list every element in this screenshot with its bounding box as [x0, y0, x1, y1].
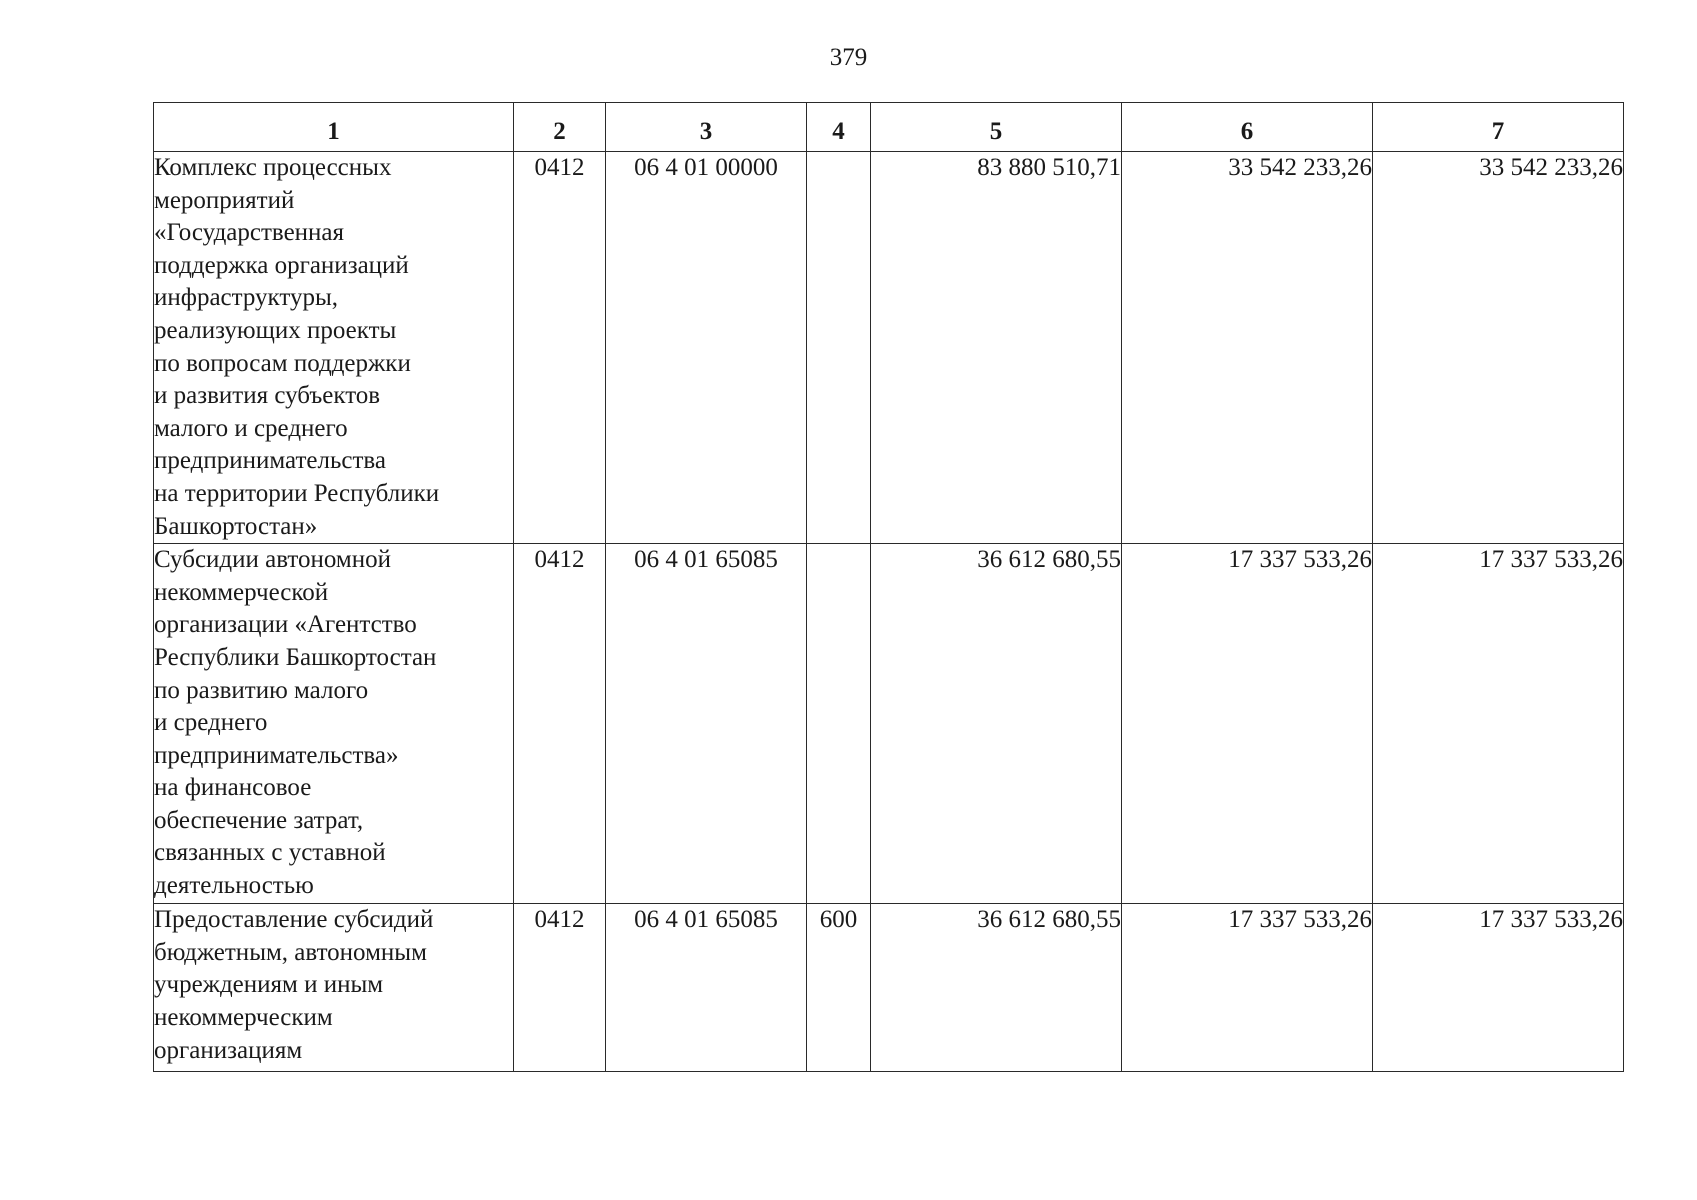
row-section-cell: 0412: [514, 544, 606, 904]
row-target-code-cell: 06 4 01 00000: [606, 152, 807, 544]
row-name-line: и среднего: [154, 709, 268, 737]
header-col-2: 2: [514, 103, 606, 152]
row-name-line: некоммерческим: [154, 1003, 333, 1031]
row-amount-col6: 17 337 533,26: [1122, 904, 1373, 1072]
row-name-line: «Государственная: [154, 219, 345, 247]
header-col-6: 6: [1122, 103, 1373, 152]
table-row: [154, 904, 1624, 1072]
row-name-line: предпринимательства: [154, 447, 386, 475]
row-name-line: на территории Республики: [154, 479, 440, 507]
row-target-code-cell: 06 4 01 65085: [606, 904, 807, 1072]
budget-table: [153, 102, 1624, 1072]
row-name-line: малого и среднего: [154, 414, 348, 442]
row-amount-col5: 83 880 510,71: [871, 152, 1122, 544]
row-section-cell: 0412: [514, 904, 606, 1072]
row-name-line: и развития субъектов: [154, 382, 381, 410]
row-name-line: организации «Агентство: [154, 611, 417, 639]
row-section-cell: 0412: [514, 152, 606, 544]
row-name-line: Субсидии автономной: [154, 546, 391, 574]
page-number: 379: [829, 44, 868, 71]
header-col-4: 4: [807, 103, 871, 152]
row-expense-type-cell: 600: [807, 904, 871, 1072]
row-name-line: некоммерческой: [154, 578, 329, 606]
row-expense-type-cell: [807, 544, 871, 904]
row-name-line: реализующих проекты: [154, 316, 397, 344]
row-amount-col6: 33 542 233,26: [1122, 152, 1373, 544]
header-col-7: 7: [1373, 103, 1624, 152]
row-amount-col7: 33 542 233,26: [1373, 152, 1624, 544]
row-name-line: мероприятий: [154, 186, 295, 214]
row-amount-col5: 36 612 680,55: [871, 544, 1122, 904]
row-amount-col6: 17 337 533,26: [1122, 544, 1373, 904]
row-name-line: обеспечение затрат,: [154, 806, 364, 834]
row-name-line: организациям: [154, 1036, 303, 1064]
header-col-5: 5: [871, 103, 1122, 152]
row-name-line: Башкортостан»: [154, 512, 318, 540]
row-name-line: по развитию малого: [154, 676, 369, 704]
row-name-line: предпринимательства»: [154, 741, 399, 769]
header-col-3: 3: [606, 103, 807, 152]
row-name-line: Предоставление субсидий: [154, 906, 434, 934]
row-name-line: поддержка организаций: [154, 251, 409, 279]
header-col-1: 1: [154, 103, 514, 152]
row-name-cell: [154, 544, 514, 904]
table-row: [154, 544, 1624, 904]
row-amount-col7: 17 337 533,26: [1373, 904, 1624, 1072]
row-amount-col5: 36 612 680,55: [871, 904, 1122, 1072]
row-amount-col7: 17 337 533,26: [1373, 544, 1624, 904]
row-name-line: на финансовое: [154, 774, 312, 802]
row-name-line: Республики Башкортостан: [154, 643, 437, 671]
table-row: [154, 152, 1624, 544]
row-expense-type-cell: [807, 152, 871, 544]
row-name-line: деятельностью: [154, 872, 314, 900]
row-name-line: связанных с уставной: [154, 839, 386, 867]
row-name-line: инфраструктуры,: [154, 284, 339, 312]
row-name-cell: [154, 904, 514, 1072]
table-header-row: [154, 103, 1624, 152]
row-name-line: Комплекс процессных: [154, 154, 392, 181]
row-target-code-cell: 06 4 01 65085: [606, 544, 807, 904]
row-name-line: учреждениям и иным: [154, 971, 384, 999]
row-name-line: по вопросам поддержки: [154, 349, 411, 377]
row-name-line: бюджетным, автономным: [154, 938, 427, 966]
row-name-cell: [154, 152, 514, 544]
